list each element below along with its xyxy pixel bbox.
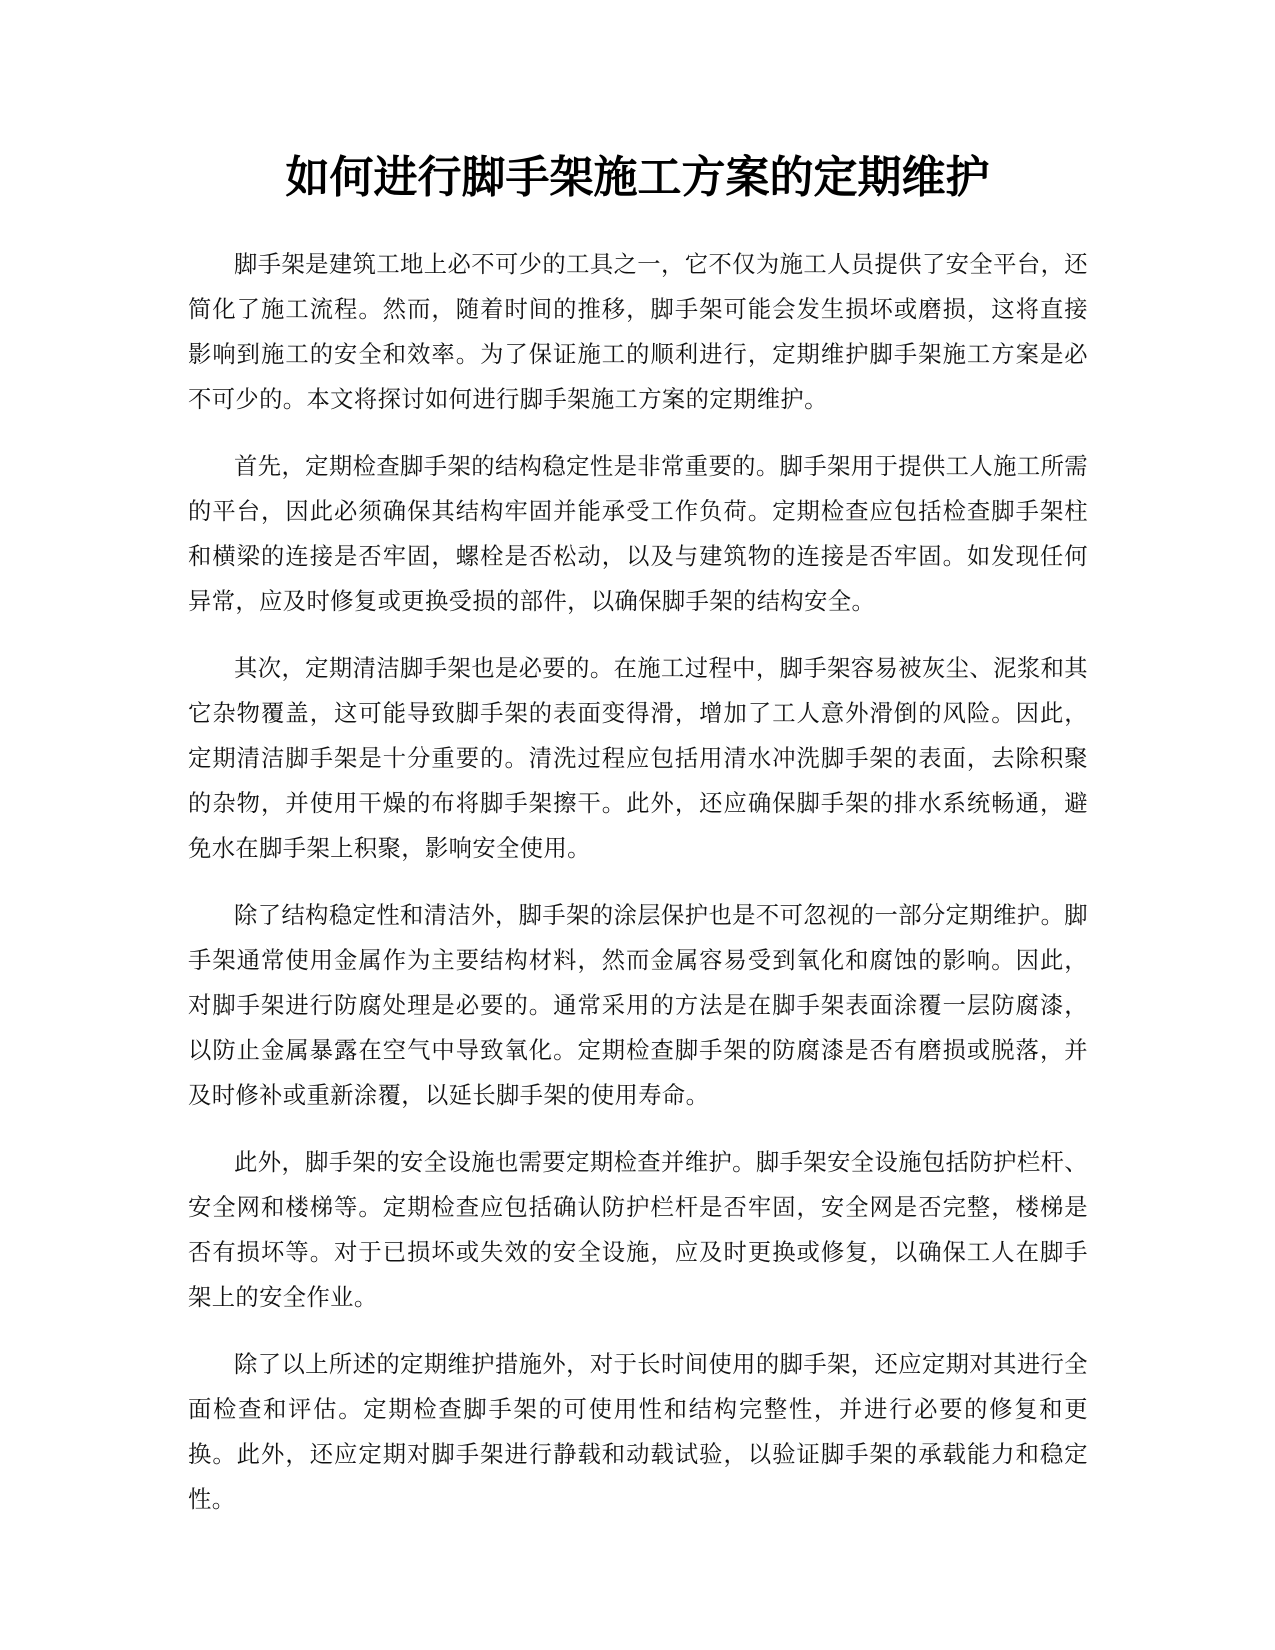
document-title: 如何进行脚手架施工方案的定期维护 bbox=[285, 152, 990, 203]
paragraph-full-inspection: 除了以上所述的定期维护措施外，对于长时间使用的脚手架，还应定期对其进行全面检查和评估。定期检查脚手架的可使用性和结构完整性，并进行必要的修复和更换。此外，还应定期对脚手架进行静载和动载试验，以验证脚手架的承载能力和稳定性。 bbox=[188, 1351, 1088, 1513]
paragraph-safety-facilities: 此外，脚手架的安全设施也需要定期检查并维护。脚手架安全设施包括防护栏杆、安全网和楼梯等。定期检查应包括确认防护栏杆是否牢固，安全网是否完整，楼梯是否有损坏等。对于已损坏或失效的安全设施，应及时更换或修复，以确保工人在脚手架上的安全作业。 bbox=[188, 1149, 1088, 1311]
paragraph-structure-check: 首先，定期检查脚手架的结构稳定性是非常重要的。脚手架用于提供工人施工所需的平台，因此必须确保其结构牢固并能承受工作负荷。定期检查应包括检查脚手架柱和横梁的连接是否牢固，螺栓是否松动，以及与建筑物的连接是否牢固。如发现任何异常，应及时修复或更换受损的部件，以确保脚手架的结构安全。 bbox=[188, 453, 1088, 615]
paragraph-coating: 除了结构稳定性和清洁外，脚手架的涂层保护也是不可忽视的一部分定期维护。脚手架通常使用金属作为主要结构材料，然而金属容易受到氧化和腐蚀的影响。因此，对脚手架进行防腐处理是必要的。通常采用的方法是在脚手架表面涂覆一层防腐漆，以防止金属暴露在空气中导致氧化。定期检查脚手架的防腐漆是否有磨损或脱落，并及时修补或重新涂覆，以延长脚手架的使用寿命。 bbox=[188, 902, 1088, 1109]
document-body bbox=[188, 242, 1088, 1544]
paragraph-intro: 脚手架是建筑工地上必不可少的工具之一，它不仅为施工人员提供了安全平台，还简化了施工流程。然而，随着时间的推移，脚手架可能会发生损坏或磨损，这将直接影响到施工的安全和效率。为了保证施工的顺利进行，定期维护脚手架施工方案是必不可少的。本文将探讨如何进行脚手架施工方案的定期维护。 bbox=[188, 251, 1088, 413]
paragraph-cleaning: 其次，定期清洁脚手架也是必要的。在施工过程中，脚手架容易被灰尘、泥浆和其它杂物覆盖，这可能导致脚手架的表面变得滑，增加了工人意外滑倒的风险。因此，定期清洁脚手架是十分重要的。清洗过程应包括用清水冲洗脚手架的表面，去除积聚的杂物，并使用干燥的布将脚手架擦干。此外，还应确保脚手架的排水系统畅通，避免水在脚手架上积聚，影响安全使用。 bbox=[188, 655, 1088, 862]
